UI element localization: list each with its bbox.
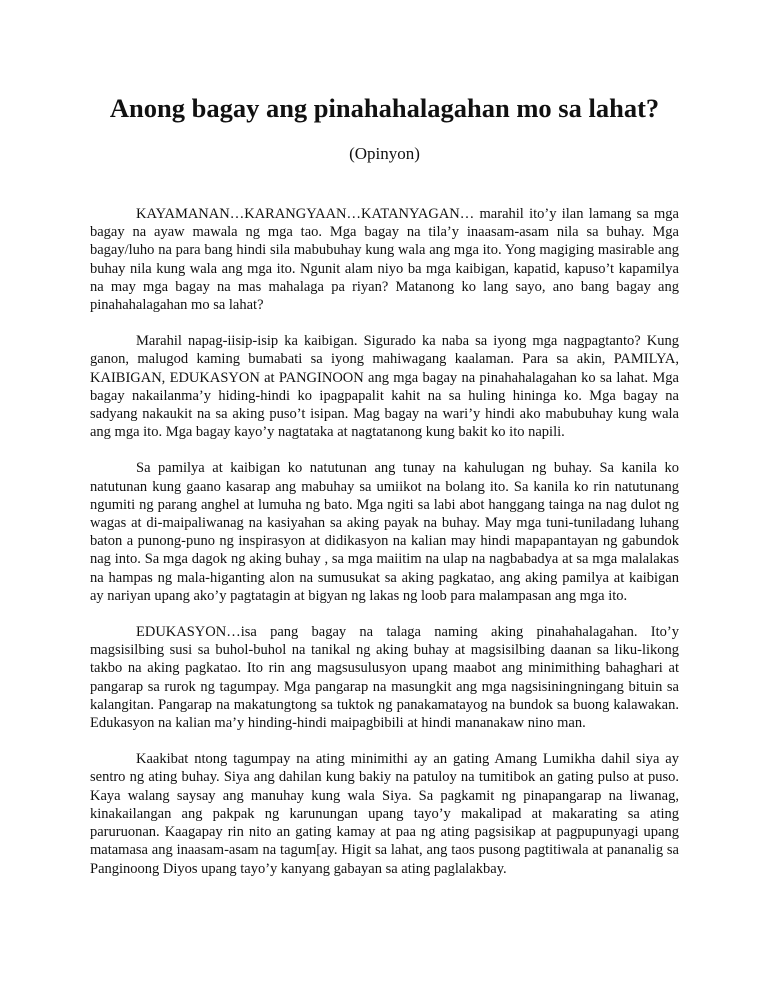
paragraph: EDUKASYON…isa pang bagay na talaga naming aking pinahahalagahan. Ito’y magsisilbing susi sa buhol-buhol na tanikal ng aking buhay at magsisilbing daanan sa liku-likong takbo na aking pagkatao. Ito rin ang magsusulusyon upang maabot ang minimithing bahaghari at pangarap sa rurok ng tagumpay. Mga pangarap na masungkit ang mga nagsisiningningang bituin sa kalangitan. Pangarap na makatungtong sa tuktok ng panakamatayog na bundok sa buong kalawakan. Edukasyon na kalian ma’y hinding-hindi maipagbibili at hindi mananakaw nino man.: [90, 624, 679, 732]
paragraph: Sa pamilya at kaibigan ko natutunan ang tunay na kahulugan ng buhay. Sa kanila ko natutunan kung gaano kasarap ang mabuhay sa umiikot na bolang ito. Sa kanila ko rin natutunang ngumiti ng parang anghel at lumuha ng bato. Mga ngiti sa labi abot hanggang tainga na nag dulot ng wagas at di-maipaliwanag na kasiyahan sa aking payak na buhay. May mga tuni-tuniladang luhang baton a punong-puno ng inspirasyon at didikasyon na kalian may hindi mapapantayan ng gabundok nag into. Sa mga dagok ng aking buhay , sa mga maiitim na ulap na nagbabadya at sa mga malalakas na hampas ng mala-higanting alon na sumusukat sa aking pagkatao, ang aking pamilya at kaibigan ay nariyan upang ako’y pagtatagin at bigyan ng lakas ng loob para malampasan ang mga ito.: [90, 460, 679, 604]
document-body: [90, 205, 679, 878]
paragraph: KAYAMANAN…KARANGYAAN…KATANYAGAN… marahil ito’y ilan lamang sa mga bagay na ayaw mawala ng mga tao. Mga bagay na tila’y inaasam-asam nila sa buhay. Mga bagay/luho na para bang hindi sila mabubuhay kung wala ang mga ito. Yong magiging masirable ang buhay nila kung wala ang mga ito. Ngunit alam niyo ba mga kaibigan, kapatid, kapuso’t kapamilya na may mga bagay na mas mahalaga pa riyan? Matanong ko lang sayo, ano bang bagay ang pinahahalagahan mo sa lahat?: [90, 206, 679, 314]
paragraph: Kaakibat ntong tagumpay na ating minimithi ay an gating Amang Lumikha dahil siya ay sentro ng ating buhay. Siya ang dahilan kung bakiy na patuloy na tumitibok an gating pulso at puso. Kaya walang saysay ang manuhay kung wala Siya. Sa pagkamit ng pinapangarap na liwanag, kinakailangan ang pakpak ng karunungan upang tayo’y makalipad at makarating sa ating paruruonan. Kaagapay rin nito an gating kamay at paa ng ating pagsisikap at pagpupunyagi upang matamasa ang inaasam-asam na tagum[ay. Higit sa lahat, ang taos pusong pagtitiwala at pananalig sa Panginoong Diyos upang tayo’y kanyang gabayan sa ating paglalakbay.: [90, 751, 679, 877]
document-title: Anong bagay ang pinahahalagahan mo sa lahat?: [109, 93, 660, 123]
paragraph: Marahil napag-iisip-isip ka kaibigan. Sigurado ka naba sa iyong mga nagpagtanto? Kung ganon, malugod kaming bumabati sa iyong mahiwagang kaalaman. Para sa akin, PAMILYA, KAIBIGAN, EDUKASYON at PANGINOON ang mga bagay na pinahahalagahan ko sa lahat. Mga bagay nakailanma’y hiding-hindi ko ipagpapalit kahit na sa huling hininga ko. Mga bagay na sadyang nakaukit na sa aking puso’t isipan. Mag bagay na wari’y hindi ako mabubuhay kung wala ang mga ito. Mga bagay kayo’y nagtataka at nagtatanong kung bakit ko ito napili.: [90, 333, 679, 441]
document-subtitle: (Opinyon): [349, 144, 420, 163]
